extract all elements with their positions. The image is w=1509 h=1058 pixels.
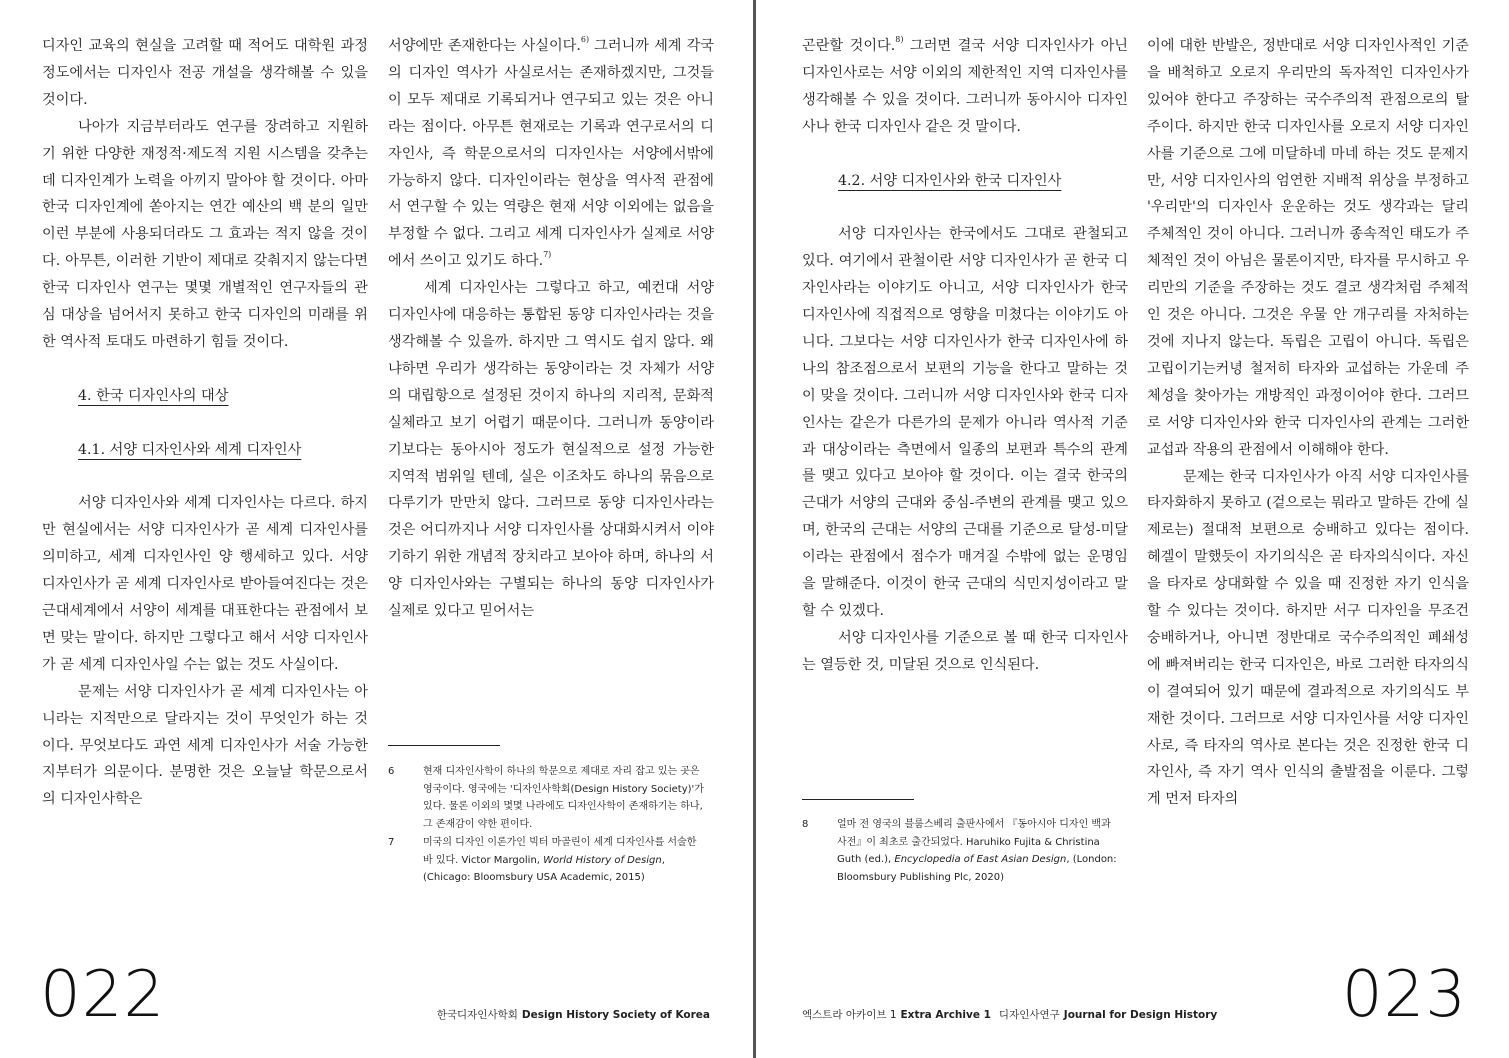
footnote-8	[802, 816, 1120, 886]
left-page-column-1	[42, 33, 368, 813]
right-page-column-2	[1147, 33, 1469, 813]
book-title: Encyclopedia of East Asian Design	[894, 854, 1067, 866]
footnote-7	[388, 834, 706, 887]
paragraph: 서양 디자인사를 기준으로 볼 때 한국 디자인사는 열등한 것, 미달된 것으로 인식된다.	[802, 629, 1128, 673]
paragraph: 이에 대한 반발은, 정반대로 서양 디자인사적인 기준을 배척하고 오로지 우리만의 독자적인 디자인사가 있어야 한다고 주장하는 국수주의적 관점으로의 탈주이다. 하지만 한국 디자인사를 오로지 서양 디자인사를 기준으로 그에 미달하네 마네 하는 것도 문제지만, 서양 디자인사의 엄연한 지배적 위상을 부정하고 '우리만'의 디자인사 운운하는 것도 생각과는 달리 주체적인 것이 아니다. 그러니까 종속적인 태도가 주체적인 것이 아님은 물론이지만, 타자를 무시하고 우리만의 기준을 주장하는 것도 결코 생각처럼 주체적인 것은 아니다. 그것은 우물 안 개구리를 자처하는 것에 지나지 않는다. 독립은 고립이 아니다. 독립은 고립이기는커녕 철저히 타자와 교섭하는 가운데 주체성을 찾아가는 개방적인 과정이어야 한다. 그러므로 서양 디자인사와 한국 디자인사의 관계는 그러한 교섭과 작용의 관점에서 이해해야 한다.	[1147, 38, 1469, 458]
footnote-ref-6[interactable]: 6)	[580, 35, 590, 44]
footnote-rule	[388, 745, 500, 746]
page-number-left: 022	[40, 958, 166, 1032]
running-footer-right: 엑스트라 아카이브 1 Extra Archive 1 디자인사연구 Journal for Design History	[802, 1009, 1218, 1021]
section-heading-4: 4. 한국 디자인사의 대상	[78, 387, 229, 404]
footnote-text: 현재 디자인사학이 하나의 학문으로 제대로 자리 잡고 있는 곳은 영국이다. 영국에는 '디자인사학회(Design History Society)'가 있다. 물론 이외의 몇몇 나라에도 디자인사학이 존재하기는 하나, 그 존재감이 약한 편이다.	[423, 766, 704, 830]
paragraph: 서양 디자인사와 세계 디자인사는 다르다. 하지만 현실에서는 서양 디자인사가 곧 세계 디자인사를 의미하고, 세계 디자인사인 양 행세하고 있다. 서양 디자인사가 곧 세계 디자인사로 받아들여진다는 것은 근대세계에서 서양이 세계를 대표한다는 관점에서 보면 맞는 말이다. 하지만 그렇다고 해서 서양 디자인사가 곧 세계 디자인사일 수는 없는 것도 사실이다.	[42, 495, 368, 673]
paragraph: 디자인 교육의 현실을 고려할 때 적어도 대학원 과정 정도에서는 디자인사 전공 개설을 생각해볼 수 있을 것이다.	[42, 38, 368, 108]
page-number-right: 023	[1341, 958, 1467, 1032]
footnote-text: 미국의 디자인 이론가인 빅터 마골린이 세계 디자인사를 서술한 바 있다. Victor Margolin, World History of Design, (Chicago: Bloomsbury USA Academic, 2015)	[423, 837, 697, 884]
paragraph: 문제는 한국 디자인사가 아직 서양 디자인사를 타자화하지 못하고 (겉으로는 뭐라고 말하든 간에 실제로는) 절대적 보편으로 숭배하고 있다는 점이다. 헤겔이 말했듯이 자기의식은 곧 타자의식이다. 자신을 타자로 상대화할 수 있을 때 진정한 자기 인식을 할 수 있다는 것이다. 하지만 서구 디자인을 무조건 숭배하거나, 아니면 정반대로 국수주의적인 폐쇄성에 빠져버리는 한국 디자인은, 바로 그러한 타자의식이 결여되어 있기 때문에 결과적으로 자기의식도 부재한 것이다. 그러므로 서양 디자인사를 서양 디자인사로, 즉 타자의 역사로 본다는 것은 진정한 한국 디자인사, 즉 자기 역사 인식의 출발점을 이룬다. 그렇게 먼저 타자의	[1147, 468, 1469, 808]
paragraph: 곤란할 것이다.$^{8)}$ 그러면 결국 서양 디자인사가 아닌 디자인사로는 서양 이외의 제한적인 지역 디자인사를 생각해볼 수 있을 것이다. 그러니까 동아시아 디자인사나 한국 디자인사 같은 것 말이다.	[802, 35, 1128, 135]
footnote-6	[388, 763, 706, 833]
footnote-ref-7[interactable]: 7)	[543, 250, 552, 260]
footnote-ref-8[interactable]: 8)	[895, 35, 904, 44]
paragraph: 서양에만 존재한다는 사실이다.$^{6)}$ 그러니까 세계 각국의 디자인 역사가 사실로서는 존재하겠지만, 그것들이 모두 제대로 기록되거나 연구되고 있는 것은 아니라는 점이다. 아무튼 현재로는 기록과 연구로서의 디자인사, 즉 학문으로서의 디자인사는 서양에서밖에 가능하지 않다. 디자인이라는 현상을 역사적 관점에서 연구할 수 있는 역량은 현재 서양 이외에는 없음을 부정할 수 없다. 그리고 세계 디자인사가 실제로 서양에서 쓰이고 있기도 하다.$^{7)}$	[388, 35, 715, 270]
footnote-rule	[802, 799, 914, 800]
right-page-column-1	[802, 33, 1128, 679]
section-heading-4-1: 4.1. 서양 디자인사와 세계 디자인사	[78, 441, 302, 458]
footnote-number: 7	[388, 837, 395, 848]
running-footer-left: 한국디자인사학회 Design History Society of Korea	[436, 1009, 710, 1021]
paragraph: 세계 디자인사는 그렇다고 하고, 예컨대 서양 디자인사에 대응하는 통합된 동양 디자인사라는 것을 생각해볼 수 있을까. 하지만 그 역시도 쉽지 않다. 왜냐하면 우리가 생각하는 동양이라는 것 자체가 서양의 대립항으로 설정된 것이지 하나의 지리적, 문화적 실체라고 보기 어렵기 때문이다. 그러니까 동양이라기보다는 동아시아 정도가 현실적으로 설정 가능한 지역적 범위일 텐데, 실은 이조차도 하나의 묶음으로 다루기가 만만치 않다. 그러므로 동양 디자인사라는 것은 어디까지나 서양 디자인사를 상대화시켜서 이야기하기 위한 개념적 장치라고 보아야 하며, 하나의 서양 디자인사와는 구별되는 하나의 동양 디자인사가 실제로 있다고 믿어서는	[388, 280, 714, 620]
paragraph: 서양 디자인사는 한국에서도 그대로 관철되고 있다. 여기에서 관철이란 서양 디자인사가 곧 한국 디자인사라는 이야기도 아니고, 서양 디자인사가 한국 디자인사에 직접적으로 영향을 미쳤다는 이야기도 아니다. 그보다는 서양 디자인사가 한국 디자인사에 하나의 참조점으로서 보편의 기능을 한다고 말하는 것이 맞을 것이다. 그러니까 서양 디자인사와 한국 디자인사는 같은가 다른가의 문제가 아니라 역사적 기준과 대상이라는 측면에서 일종의 보편과 특수의 관계를 맺고 있다고 보아야 할 것이다. 이는 결국 한국의 근대가 서양의 근대와 중심-주변의 관계를 맺고 있으며, 한국의 근대는 서양의 근대를 기준으로 달성-미달이라는 관점에서 점수가 매겨질 수밖에 없는 운명임을 말해준다. 이것이 한국 근대의 식민지성이라고 말할 수 있겠다.	[802, 226, 1128, 619]
footnote-text: 얼마 전 영국의 블룸스베리 출판사에서 『동아시아 디자인 백과사전』이 최초로 출간되었다. Haruhiko Fujita & Christina Guth (ed.), Encyclopedia of East Asian Design, (London: Bloomsbury Publishing Plc, 2020)	[837, 819, 1117, 883]
left-page-column-2	[388, 33, 714, 625]
page-gutter-divider	[753, 0, 756, 1058]
footnote-number: 8	[802, 819, 809, 830]
section-heading-4-2: 4.2. 서양 디자인사와 한국 디자인사	[838, 172, 1062, 189]
book-title: World History of Design	[543, 854, 662, 866]
paragraph: 나아가 지금부터라도 연구를 장려하고 지원하기 위한 다양한 재정적·제도적 지원 시스템을 갖추는 데 디자인계가 노력을 아끼지 말아야 할 것이다. 아마 한국 디자인계에 쏟아지는 연간 예산의 백 분의 일만 이런 부분에 사용되더라도 그 효과는 적지 않을 것이다. 아무튼, 이러한 기반이 제대로 갖춰지지 않는다면 한국 디자인사 연구는 몇몇 개별적인 연구자들의 관심 대상을 넘어서지 못하고 한국 디자인의 미래를 위한 역사적 토대도 마련하기 힘들 것이다.	[42, 118, 368, 350]
footnote-number: 6	[388, 766, 395, 777]
paragraph: 문제는 서양 디자인사가 곧 세계 디자인사는 아니라는 지적만으로 달라지는 것이 무엇인가 하는 것이다. 무엇보다도 과연 세계 디자인사가 서술 가능한지부터가 의문이다. 분명한 것은 오늘날 학문으로서의 디자인사학은	[42, 683, 368, 808]
